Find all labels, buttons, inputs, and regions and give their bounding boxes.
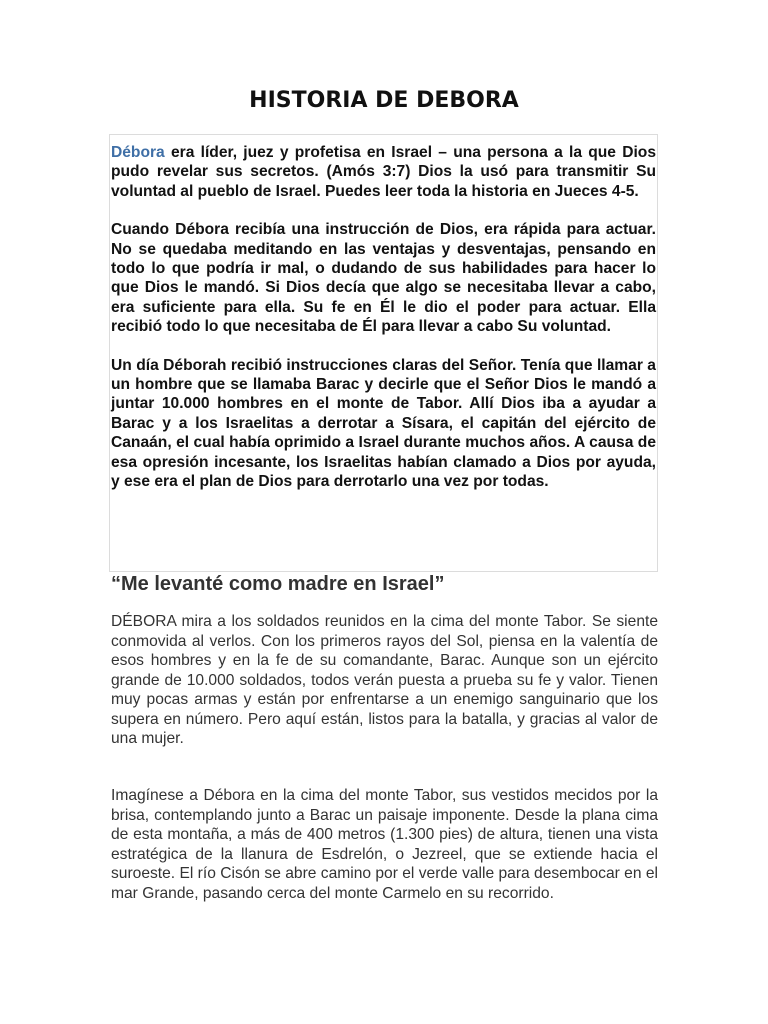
intro-paragraph-1-text: era líder, juez y profetisa en Israel – una persona a la que Dios pudo revelar sus secretos. (Amós 3:7) Dios la usó para transmitir Su voluntad al pueblo de Israel. Puedes leer toda la historia en Jueces 4-5. xyxy=(111,144,656,200)
intro-paragraph-2: Cuando Débora recibía una instrucción de Dios, era rápida para actuar. No se quedaba meditando en las ventajas y desventajas, pensando en todo lo que podría ir mal, o dudando de sus habilidades para hacer lo que Dios le mandó. Si Dios decía que algo se necesitaba llevar a cabo, era suficiente para ella. Su fe en Él le dio el poder para actuar. Ella recibió todo lo que necesitaba de Él para llevar a cabo Su voluntad. xyxy=(111,221,656,336)
section-heading: “Me levanté como madre en Israel” xyxy=(111,573,445,595)
intro-box xyxy=(109,134,658,572)
body-paragraph-1: DÉBORA mira a los soldados reunidos en la cima del monte Tabor. Se siente conmovida al verlos. Con los primeros rayos del Sol, piensa en la valentía de esos hombres y en la fe de su comandante, Barac. Aunque son un ejército grande de 10.000 soldados, todos verán puesta a prueba su fe y valor. Tienen muy pocas armas y están por enfrentarse a un enemigo sanguinario que los supera en número. Pero aquí están, listos para la batalla, y gracias al valor de una mujer. xyxy=(111,613,658,747)
page-title: HISTORIA DE DEBORA xyxy=(249,88,519,113)
intro-paragraph-1 xyxy=(110,143,657,201)
intro-lead-word: Débora xyxy=(111,144,165,161)
intro-paragraph-3: Un día Déborah recibió instrucciones claras del Señor. Tenía que llamar a un hombre que se llamaba Barac y decirle que el Señor Dios le mandó a juntar 10.000 hombres en el monte de Tabor. Allí Dios iba a ayudar a Barac y a los Israelitas a derrotar a Sísara, el capitán del ejército de Canaán, el cual había oprimido a Israel durante muchos años. A causa de esa opresión incesante, los Israelitas habían clamado a Dios por ayuda, y ese era el plan de Dios para derrotarlo una vez por todas. xyxy=(111,356,656,491)
body-paragraph-2: Imagínese a Débora en la cima del monte Tabor, sus vestidos mecidos por la brisa, contemplando junto a Barac un paisaje imponente. Desde la plana cima de esta montaña, a más de 400 metros (1.300 pies) de altura, tienen una vista estratégica de la llanura de Esdrelón, o Jezreel, que se extiende hacia el suroeste. El río Cisón se abre camino por el verde valle para desembocar en el mar Grande, pasando cerca del monte Carmelo en su recorrido. xyxy=(111,787,658,902)
